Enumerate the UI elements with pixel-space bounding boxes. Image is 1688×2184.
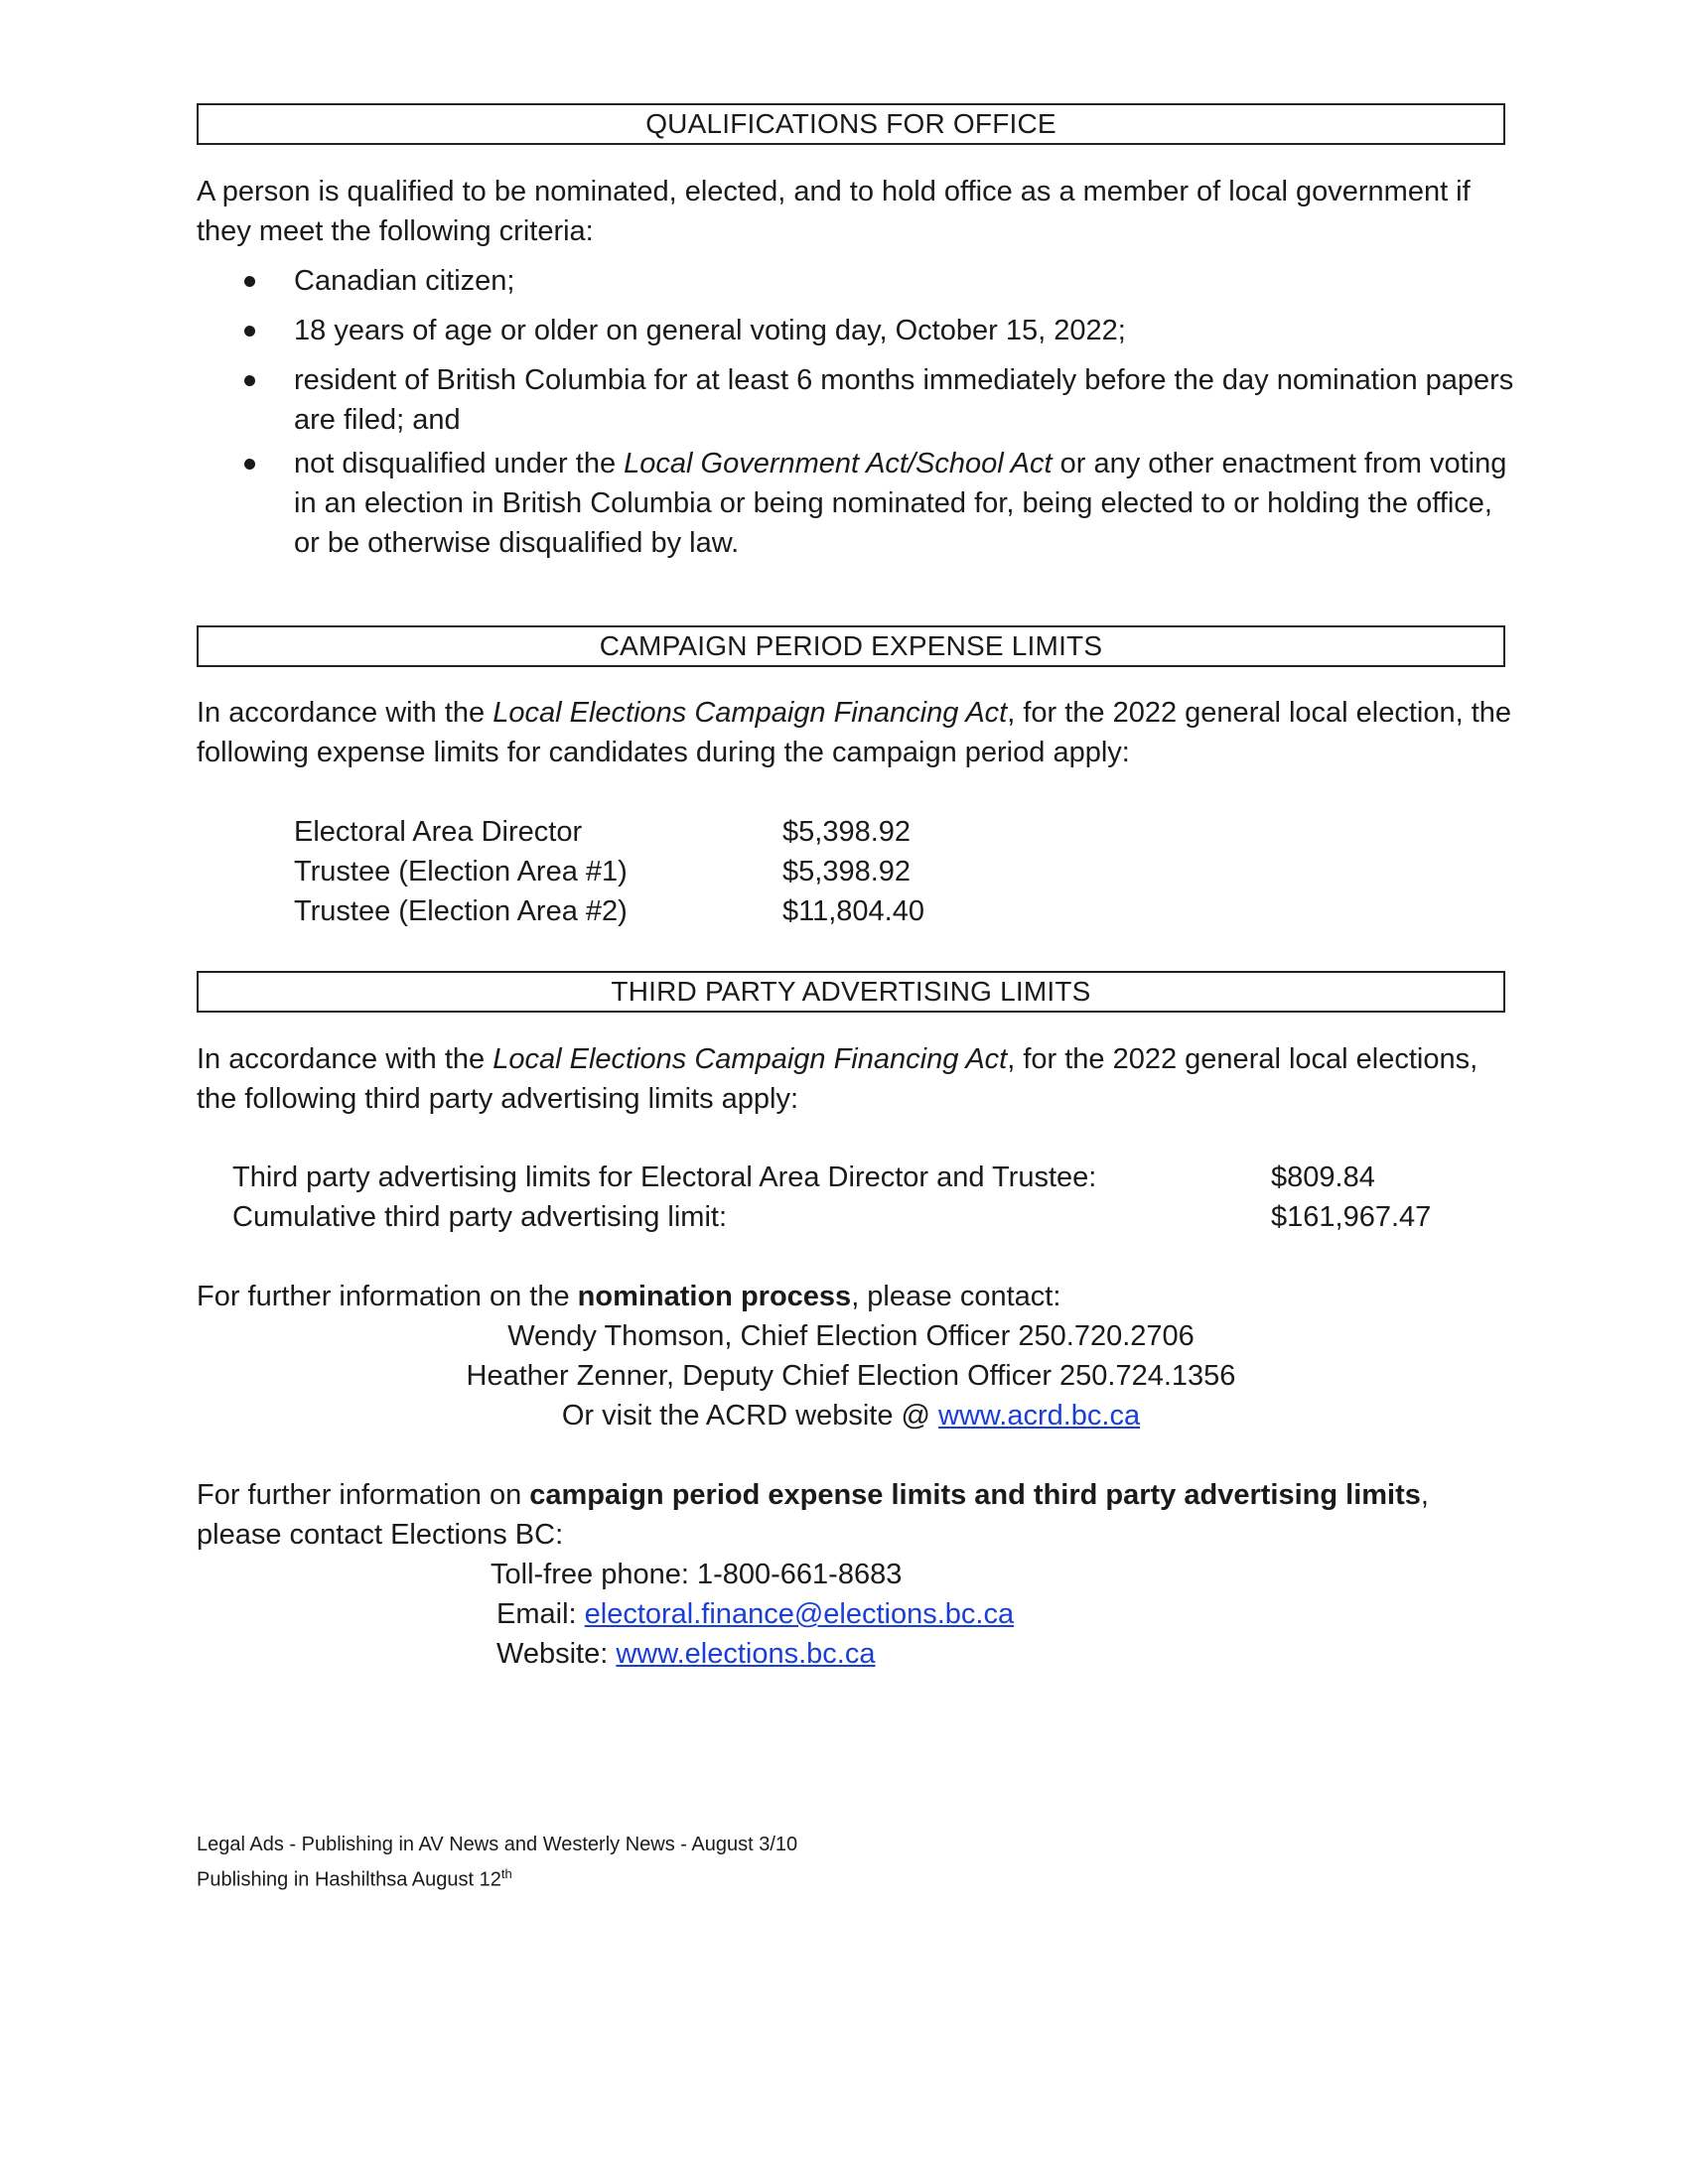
nomination-intro-before: For further information on the (197, 1281, 578, 1312)
limit-office: Electoral Area Director (294, 816, 583, 848)
third-party-intro (197, 1039, 1517, 1119)
elections-bc-intro-bold: campaign period expense limits and third party advertising limits (529, 1479, 1421, 1511)
elections-bc-email-line (496, 1594, 1014, 1634)
act-name: Local Elections Campaign Financing Act (492, 1043, 1008, 1075)
elections-bc-website-line (496, 1634, 875, 1674)
list-item-text: Canadian citizen; (294, 265, 515, 297)
bullet-icon (244, 459, 255, 470)
third-party-limit-label: Third party advertising limits for Electoral Area Director and Trustee: (232, 1161, 1097, 1193)
limit-office: Trustee (Election Area #1) (294, 856, 628, 887)
act-name: Local Elections Campaign Financing Act (492, 697, 1008, 729)
bullet-icon (244, 276, 255, 287)
footer-hashilthsa-text: Publishing in Hashilthsa August 12 (197, 1868, 501, 1891)
contact-wendy: Wendy Thomson, Chief Election Officer 250.720.2706 (507, 1320, 1195, 1352)
acrd-website-prefix: Or visit the ACRD website @ (561, 1400, 939, 1432)
elections-bc-intro-before: For further information on (197, 1479, 530, 1511)
elections-bc-website-link[interactable]: www.elections.bc.ca (616, 1638, 876, 1670)
list-item (197, 360, 1517, 440)
act-name: Local Government Act/School Act (624, 448, 1053, 479)
limit-amount: $5,398.92 (782, 856, 912, 887)
acrd-website-line (197, 1396, 1505, 1435)
list-item-text: resident of British Columbia for at least 6 months immediately before the day nomination papers are filed; and (294, 364, 1514, 436)
nomination-intro-after: , please contact: (851, 1281, 1061, 1312)
elections-bc-phone: Toll-free phone: 1-800-661-8683 (491, 1559, 903, 1590)
bullet-icon (244, 375, 255, 386)
campaign-intro (197, 693, 1517, 772)
third-party-intro-after: , for the 2022 general local elections, the following third party advertising limits apply: (197, 1043, 1478, 1115)
list-item (197, 444, 1517, 563)
limit-amount: $11,804.40 (782, 895, 924, 927)
elections-bc-email-link[interactable]: electoral.finance@elections.bc.ca (584, 1598, 1015, 1630)
third-party-heading: THIRD PARTY ADVERTISING LIMITS (197, 971, 1505, 1013)
third-party-limit-amount: $161,967.47 (1271, 1201, 1432, 1233)
third-party-intro-before: In accordance with the (197, 1043, 493, 1075)
qualifications-intro: A person is qualified to be nominated, elected, and to hold office as a member of local government if they meet the following criteria: (197, 176, 1471, 247)
footer-ordinal-suffix: th (500, 1866, 512, 1881)
qualifications-list (197, 261, 1517, 573)
list-item (197, 261, 1517, 301)
footer-publishing-line: Legal Ads - Publishing in AV News and Westerly News - August 3/10 (197, 1834, 798, 1855)
qualifications-heading: QUALIFICATIONS FOR OFFICE (197, 103, 1505, 145)
list-item (197, 311, 1517, 350)
limit-office: Trustee (Election Area #2) (294, 895, 628, 927)
limit-amount: $5,398.92 (782, 816, 912, 848)
acrd-website-link[interactable]: www.acrd.bc.ca (938, 1400, 1141, 1432)
campaign-heading: CAMPAIGN PERIOD EXPENSE LIMITS (197, 625, 1505, 667)
list-item-text-before: not disqualified under the (294, 448, 625, 479)
campaign-intro-before: In accordance with the (197, 697, 493, 729)
list-item-text: 18 years of age or older on general voting day, October 15, 2022; (294, 315, 1126, 346)
elections-bc-intro-after: , please contact Elections BC: (197, 1479, 1429, 1551)
third-party-limit-amount: $809.84 (1271, 1161, 1375, 1193)
email-label: Email: (496, 1598, 585, 1630)
footer-hashilthsa-line (197, 1859, 512, 1895)
nomination-contact-intro (197, 1277, 1517, 1316)
campaign-intro-after: , for the 2022 general local election, the following expense limits for candidates during the campaign period apply: (197, 697, 1512, 768)
website-label: Website: (496, 1638, 617, 1670)
elections-bc-intro (197, 1475, 1517, 1555)
contact-heather: Heather Zenner, Deputy Chief Election Officer 250.724.1356 (466, 1360, 1236, 1392)
nomination-intro-bold: nomination process (577, 1281, 852, 1312)
third-party-limit-label: Cumulative third party advertising limit: (232, 1201, 728, 1233)
bullet-icon (244, 326, 255, 337)
list-item-text-after: or any other enactment from voting in an election in British Columbia or being nominated for, being elected to or holding the office, or be otherwise disqualified by law. (294, 448, 1507, 559)
